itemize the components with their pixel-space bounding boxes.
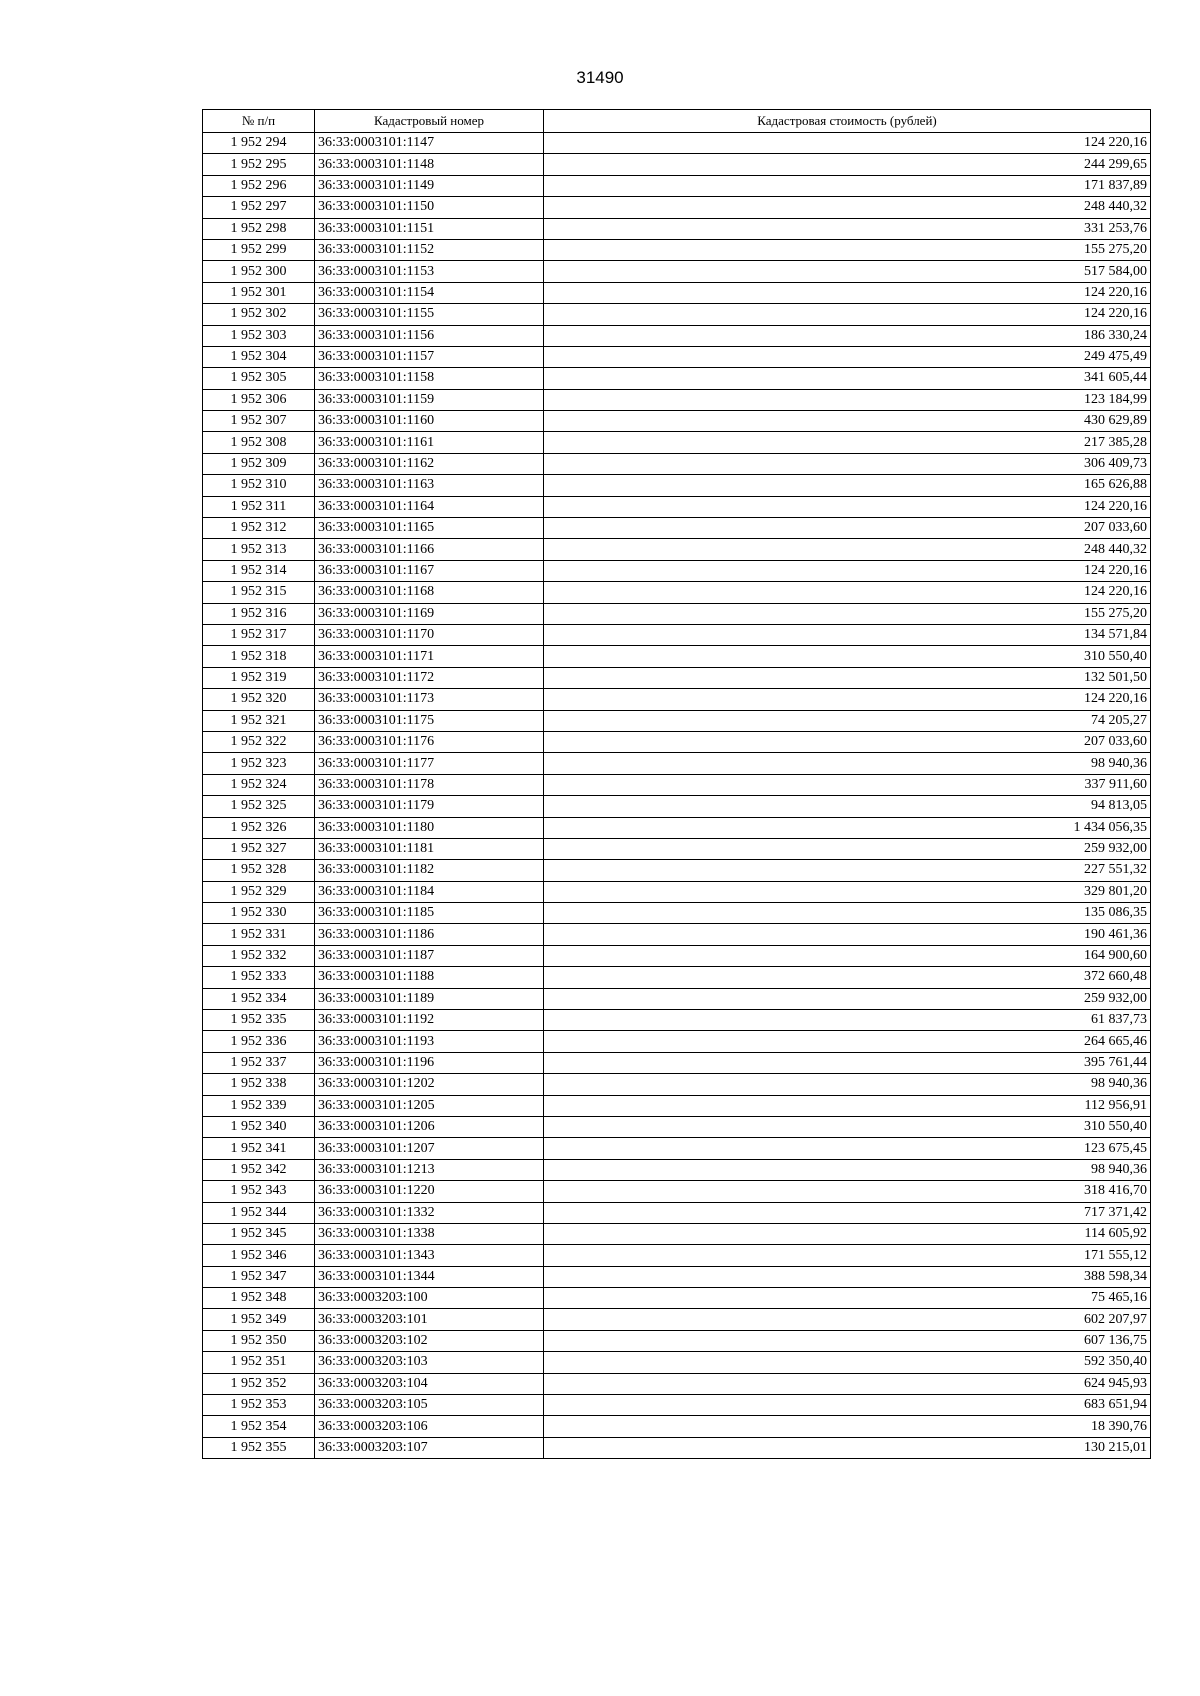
table-row (203, 1373, 1151, 1394)
cadastral-value-cell: 98 940,36 (544, 753, 1151, 774)
table-row (203, 1095, 1151, 1116)
row-number-cell: 1 952 327 (203, 838, 315, 859)
table-row (203, 689, 1151, 710)
row-number-cell: 1 952 352 (203, 1373, 315, 1394)
row-number-cell: 1 952 347 (203, 1266, 315, 1287)
table-row (203, 1288, 1151, 1309)
cadastral-value-cell: 388 598,34 (544, 1266, 1151, 1287)
cadastral-value-cell: 18 390,76 (544, 1416, 1151, 1437)
row-number-cell: 1 952 340 (203, 1116, 315, 1137)
row-number-cell: 1 952 332 (203, 945, 315, 966)
row-number-cell: 1 952 304 (203, 346, 315, 367)
row-number-cell: 1 952 314 (203, 560, 315, 581)
row-number-cell: 1 952 324 (203, 774, 315, 795)
row-number-cell: 1 952 355 (203, 1437, 315, 1458)
row-number-cell: 1 952 328 (203, 860, 315, 881)
table-row (203, 582, 1151, 603)
cadastral-number-cell: 36:33:0003101:1332 (315, 1202, 544, 1223)
row-number-cell: 1 952 351 (203, 1352, 315, 1373)
table-row (203, 774, 1151, 795)
table-row (203, 817, 1151, 838)
cadastral-value-cell: 329 801,20 (544, 881, 1151, 902)
cadastral-number-cell: 36:33:0003203:107 (315, 1437, 544, 1458)
cadastral-value-cell: 98 940,36 (544, 1074, 1151, 1095)
cadastral-number-cell: 36:33:0003101:1151 (315, 218, 544, 239)
cadastral-number-cell: 36:33:0003101:1344 (315, 1266, 544, 1287)
table-row (203, 988, 1151, 1009)
cadastral-number-cell: 36:33:0003101:1213 (315, 1159, 544, 1180)
row-number-cell: 1 952 296 (203, 175, 315, 196)
cadastral-number-cell: 36:33:0003101:1160 (315, 411, 544, 432)
table-row (203, 1437, 1151, 1458)
cadastral-value-cell: 171 837,89 (544, 175, 1151, 196)
cadastral-value-cell: 134 571,84 (544, 624, 1151, 645)
row-number-cell: 1 952 305 (203, 368, 315, 389)
cadastral-number-cell: 36:33:0003101:1187 (315, 945, 544, 966)
cadastral-value-cell: 124 220,16 (544, 560, 1151, 581)
row-number-cell: 1 952 350 (203, 1330, 315, 1351)
cadastral-value-cell: 74 205,27 (544, 710, 1151, 731)
cadastral-value-cell: 130 215,01 (544, 1437, 1151, 1458)
cadastral-number-cell: 36:33:0003101:1206 (315, 1116, 544, 1137)
cadastral-number-cell: 36:33:0003101:1163 (315, 475, 544, 496)
cadastral-value-cell: 75 465,16 (544, 1288, 1151, 1309)
row-number-cell: 1 952 336 (203, 1031, 315, 1052)
cadastral-number-cell: 36:33:0003101:1207 (315, 1138, 544, 1159)
row-number-cell: 1 952 353 (203, 1395, 315, 1416)
table-row (203, 1416, 1151, 1437)
table-row (203, 154, 1151, 175)
cadastral-number-cell: 36:33:0003101:1185 (315, 903, 544, 924)
cadastral-number-cell: 36:33:0003101:1159 (315, 389, 544, 410)
table-row (203, 261, 1151, 282)
table-row (203, 796, 1151, 817)
row-number-cell: 1 952 306 (203, 389, 315, 410)
cadastral-number-cell: 36:33:0003101:1202 (315, 1074, 544, 1095)
cadastral-value-cell: 124 220,16 (544, 689, 1151, 710)
row-number-cell: 1 952 349 (203, 1309, 315, 1330)
table-header-row (203, 110, 1151, 133)
cadastral-value-cell: 310 550,40 (544, 646, 1151, 667)
cadastral-number-cell: 36:33:0003101:1149 (315, 175, 544, 196)
table-body (203, 133, 1151, 1459)
cadastral-value-cell: 132 501,50 (544, 667, 1151, 688)
row-number-cell: 1 952 317 (203, 624, 315, 645)
cadastral-number-cell: 36:33:0003101:1170 (315, 624, 544, 645)
cadastral-value-cell: 227 551,32 (544, 860, 1151, 881)
row-number-cell: 1 952 339 (203, 1095, 315, 1116)
row-number-cell: 1 952 321 (203, 710, 315, 731)
cadastral-number-cell: 36:33:0003101:1166 (315, 539, 544, 560)
cadastral-value-cell: 124 220,16 (544, 282, 1151, 303)
row-number-cell: 1 952 318 (203, 646, 315, 667)
cadastral-number-cell: 36:33:0003101:1175 (315, 710, 544, 731)
cadastral-number-cell: 36:33:0003101:1155 (315, 304, 544, 325)
row-number-cell: 1 952 326 (203, 817, 315, 838)
cadastral-number-cell: 36:33:0003101:1154 (315, 282, 544, 303)
cadastral-value-cell: 248 440,32 (544, 197, 1151, 218)
cadastral-number-cell: 36:33:0003203:104 (315, 1373, 544, 1394)
cadastral-value-cell: 341 605,44 (544, 368, 1151, 389)
cadastral-value-cell: 155 275,20 (544, 603, 1151, 624)
cadastral-number-cell: 36:33:0003101:1178 (315, 774, 544, 795)
table-row (203, 304, 1151, 325)
cadastral-number-cell: 36:33:0003101:1193 (315, 1031, 544, 1052)
cadastral-number-cell: 36:33:0003101:1167 (315, 560, 544, 581)
cadastral-number-cell: 36:33:0003101:1148 (315, 154, 544, 175)
table-row (203, 282, 1151, 303)
row-number-cell: 1 952 338 (203, 1074, 315, 1095)
cadastral-number-cell: 36:33:0003101:1338 (315, 1223, 544, 1244)
table-row (203, 1223, 1151, 1244)
cadastral-number-cell: 36:33:0003101:1196 (315, 1052, 544, 1073)
cadastral-value-cell: 190 461,36 (544, 924, 1151, 945)
cadastral-number-cell: 36:33:0003101:1152 (315, 239, 544, 260)
table-row (203, 1031, 1151, 1052)
cadastral-number-cell: 36:33:0003101:1176 (315, 731, 544, 752)
cadastral-value-cell: 248 440,32 (544, 539, 1151, 560)
cadastral-value-cell: 259 932,00 (544, 988, 1151, 1009)
cadastral-number-cell: 36:33:0003101:1172 (315, 667, 544, 688)
table-row (203, 368, 1151, 389)
cadastral-number-cell: 36:33:0003203:102 (315, 1330, 544, 1351)
cadastral-value-cell: 164 900,60 (544, 945, 1151, 966)
cadastral-value-cell: 186 330,24 (544, 325, 1151, 346)
page-number: 31490 (576, 68, 624, 87)
table-row (203, 1266, 1151, 1287)
table-row (203, 1202, 1151, 1223)
table-row (203, 539, 1151, 560)
row-number-cell: 1 952 301 (203, 282, 315, 303)
cadastral-value-cell: 114 605,92 (544, 1223, 1151, 1244)
cadastral-value-cell: 155 275,20 (544, 239, 1151, 260)
row-number-cell: 1 952 342 (203, 1159, 315, 1180)
cadastral-number-cell: 36:33:0003101:1165 (315, 518, 544, 539)
row-number-cell: 1 952 331 (203, 924, 315, 945)
cadastral-number-cell: 36:33:0003101:1171 (315, 646, 544, 667)
row-number-cell: 1 952 302 (203, 304, 315, 325)
table-row (203, 175, 1151, 196)
row-number-cell: 1 952 322 (203, 731, 315, 752)
table-row (203, 389, 1151, 410)
cadastral-number-cell: 36:33:0003101:1158 (315, 368, 544, 389)
table-row (203, 346, 1151, 367)
row-number-cell: 1 952 329 (203, 881, 315, 902)
table-row (203, 753, 1151, 774)
cadastral-value-cell: 337 911,60 (544, 774, 1151, 795)
row-number-cell: 1 952 320 (203, 689, 315, 710)
table-row (203, 560, 1151, 581)
table-row (203, 1116, 1151, 1137)
table-row (203, 1159, 1151, 1180)
cadastral-value-cell: 395 761,44 (544, 1052, 1151, 1073)
cadastral-number-cell: 36:33:0003101:1153 (315, 261, 544, 282)
cadastral-number-cell: 36:33:0003101:1220 (315, 1181, 544, 1202)
cadastral-number-cell: 36:33:0003101:1147 (315, 133, 544, 154)
header-cadastral-number: Кадастровый номер (315, 110, 544, 133)
cadastral-number-cell: 36:33:0003203:103 (315, 1352, 544, 1373)
cadastral-value-cell: 264 665,46 (544, 1031, 1151, 1052)
header-row-number: № п/п (203, 110, 315, 133)
table-row (203, 1010, 1151, 1031)
cadastral-number-cell: 36:33:0003101:1156 (315, 325, 544, 346)
cadastral-value-cell: 171 555,12 (544, 1245, 1151, 1266)
row-number-cell: 1 952 345 (203, 1223, 315, 1244)
table-row (203, 1245, 1151, 1266)
row-number-cell: 1 952 330 (203, 903, 315, 924)
table-row (203, 133, 1151, 154)
cadastral-value-cell: 372 660,48 (544, 967, 1151, 988)
table-row (203, 1352, 1151, 1373)
row-number-cell: 1 952 334 (203, 988, 315, 1009)
row-number-cell: 1 952 295 (203, 154, 315, 175)
cadastral-value-cell: 112 956,91 (544, 1095, 1151, 1116)
table-row (203, 218, 1151, 239)
cadastral-number-cell: 36:33:0003101:1189 (315, 988, 544, 1009)
cadastral-value-cell: 123 184,99 (544, 389, 1151, 410)
table-row (203, 1052, 1151, 1073)
cadastral-value-cell: 602 207,97 (544, 1309, 1151, 1330)
table-row (203, 1074, 1151, 1095)
table-row (203, 603, 1151, 624)
cadastral-value-cell: 207 033,60 (544, 518, 1151, 539)
table-row (203, 411, 1151, 432)
row-number-cell: 1 952 354 (203, 1416, 315, 1437)
table-row (203, 881, 1151, 902)
table-row (203, 903, 1151, 924)
cadastral-number-cell: 36:33:0003101:1177 (315, 753, 544, 774)
row-number-cell: 1 952 298 (203, 218, 315, 239)
cadastral-number-cell: 36:33:0003101:1168 (315, 582, 544, 603)
row-number-cell: 1 952 343 (203, 1181, 315, 1202)
cadastral-value-cell: 318 416,70 (544, 1181, 1151, 1202)
table-row (203, 1138, 1151, 1159)
table-row (203, 197, 1151, 218)
row-number-cell: 1 952 346 (203, 1245, 315, 1266)
row-number-cell: 1 952 337 (203, 1052, 315, 1073)
cadastral-value-cell: 259 932,00 (544, 838, 1151, 859)
cadastral-number-cell: 36:33:0003101:1180 (315, 817, 544, 838)
cadastral-value-cell: 98 940,36 (544, 1159, 1151, 1180)
cadastral-value-cell: 331 253,76 (544, 218, 1151, 239)
cadastral-number-cell: 36:33:0003101:1186 (315, 924, 544, 945)
table-row (203, 1309, 1151, 1330)
row-number-cell: 1 952 313 (203, 539, 315, 560)
cadastral-value-cell: 124 220,16 (544, 304, 1151, 325)
cadastral-value-cell: 517 584,00 (544, 261, 1151, 282)
cadastral-value-cell: 683 651,94 (544, 1395, 1151, 1416)
row-number-cell: 1 952 335 (203, 1010, 315, 1031)
table-row (203, 496, 1151, 517)
cadastral-value-cell: 123 675,45 (544, 1138, 1151, 1159)
table-row (203, 945, 1151, 966)
row-number-cell: 1 952 307 (203, 411, 315, 432)
cadastral-value-cell: 244 299,65 (544, 154, 1151, 175)
cadastral-number-cell: 36:33:0003101:1164 (315, 496, 544, 517)
row-number-cell: 1 952 310 (203, 475, 315, 496)
header-cadastral-value: Кадастровая стоимость (рублей) (544, 110, 1151, 133)
cadastral-value-cell: 135 086,35 (544, 903, 1151, 924)
cadastral-number-cell: 36:33:0003101:1192 (315, 1010, 544, 1031)
cadastral-value-cell: 310 550,40 (544, 1116, 1151, 1137)
row-number-cell: 1 952 309 (203, 453, 315, 474)
row-number-cell: 1 952 316 (203, 603, 315, 624)
cadastral-value-cell: 207 033,60 (544, 731, 1151, 752)
cadastral-value-cell: 624 945,93 (544, 1373, 1151, 1394)
cadastral-value-cell: 592 350,40 (544, 1352, 1151, 1373)
cadastral-value-cell: 717 371,42 (544, 1202, 1151, 1223)
cadastral-number-cell: 36:33:0003203:106 (315, 1416, 544, 1437)
cadastral-value-cell: 217 385,28 (544, 432, 1151, 453)
cadastre-table (202, 109, 1151, 1459)
row-number-cell: 1 952 348 (203, 1288, 315, 1309)
row-number-cell: 1 952 319 (203, 667, 315, 688)
cadastral-value-cell: 124 220,16 (544, 582, 1151, 603)
cadastral-value-cell: 607 136,75 (544, 1330, 1151, 1351)
table-row (203, 453, 1151, 474)
cadastral-number-cell: 36:33:0003101:1184 (315, 881, 544, 902)
cadastral-value-cell: 249 475,49 (544, 346, 1151, 367)
cadastral-number-cell: 36:33:0003101:1150 (315, 197, 544, 218)
cadastral-number-cell: 36:33:0003203:101 (315, 1309, 544, 1330)
table-row (203, 518, 1151, 539)
cadastral-number-cell: 36:33:0003101:1181 (315, 838, 544, 859)
cadastral-number-cell: 36:33:0003101:1343 (315, 1245, 544, 1266)
table-row (203, 475, 1151, 496)
row-number-cell: 1 952 308 (203, 432, 315, 453)
cadastral-number-cell: 36:33:0003101:1162 (315, 453, 544, 474)
table-row (203, 432, 1151, 453)
cadastral-value-cell: 430 629,89 (544, 411, 1151, 432)
table-row (203, 1395, 1151, 1416)
cadastral-value-cell: 165 626,88 (544, 475, 1151, 496)
table-row (203, 924, 1151, 945)
row-number-cell: 1 952 297 (203, 197, 315, 218)
row-number-cell: 1 952 300 (203, 261, 315, 282)
cadastral-number-cell: 36:33:0003101:1205 (315, 1095, 544, 1116)
cadastral-value-cell: 124 220,16 (544, 496, 1151, 517)
cadastral-number-cell: 36:33:0003101:1182 (315, 860, 544, 881)
table-row (203, 710, 1151, 731)
cadastral-number-cell: 36:33:0003101:1188 (315, 967, 544, 988)
cadastral-number-cell: 36:33:0003101:1179 (315, 796, 544, 817)
row-number-cell: 1 952 315 (203, 582, 315, 603)
cadastral-number-cell: 36:33:0003101:1169 (315, 603, 544, 624)
cadastral-number-cell: 36:33:0003203:100 (315, 1288, 544, 1309)
cadastral-value-cell: 306 409,73 (544, 453, 1151, 474)
cadastral-number-cell: 36:33:0003101:1161 (315, 432, 544, 453)
table-row (203, 1181, 1151, 1202)
table-row (203, 731, 1151, 752)
cadastral-value-cell: 94 813,05 (544, 796, 1151, 817)
row-number-cell: 1 952 341 (203, 1138, 315, 1159)
row-number-cell: 1 952 325 (203, 796, 315, 817)
cadastral-number-cell: 36:33:0003203:105 (315, 1395, 544, 1416)
cadastral-value-cell: 124 220,16 (544, 133, 1151, 154)
table-row (203, 860, 1151, 881)
cadastral-value-cell: 1 434 056,35 (544, 817, 1151, 838)
cadastral-value-cell: 61 837,73 (544, 1010, 1151, 1031)
cadastral-number-cell: 36:33:0003101:1157 (315, 346, 544, 367)
table-row (203, 838, 1151, 859)
table-row (203, 325, 1151, 346)
row-number-cell: 1 952 344 (203, 1202, 315, 1223)
row-number-cell: 1 952 303 (203, 325, 315, 346)
table-row (203, 239, 1151, 260)
cadastral-number-cell: 36:33:0003101:1173 (315, 689, 544, 710)
row-number-cell: 1 952 323 (203, 753, 315, 774)
row-number-cell: 1 952 311 (203, 496, 315, 517)
table-row (203, 646, 1151, 667)
table-row (203, 1330, 1151, 1351)
row-number-cell: 1 952 294 (203, 133, 315, 154)
table-row (203, 624, 1151, 645)
table-row (203, 667, 1151, 688)
row-number-cell: 1 952 333 (203, 967, 315, 988)
table-row (203, 967, 1151, 988)
row-number-cell: 1 952 299 (203, 239, 315, 260)
row-number-cell: 1 952 312 (203, 518, 315, 539)
